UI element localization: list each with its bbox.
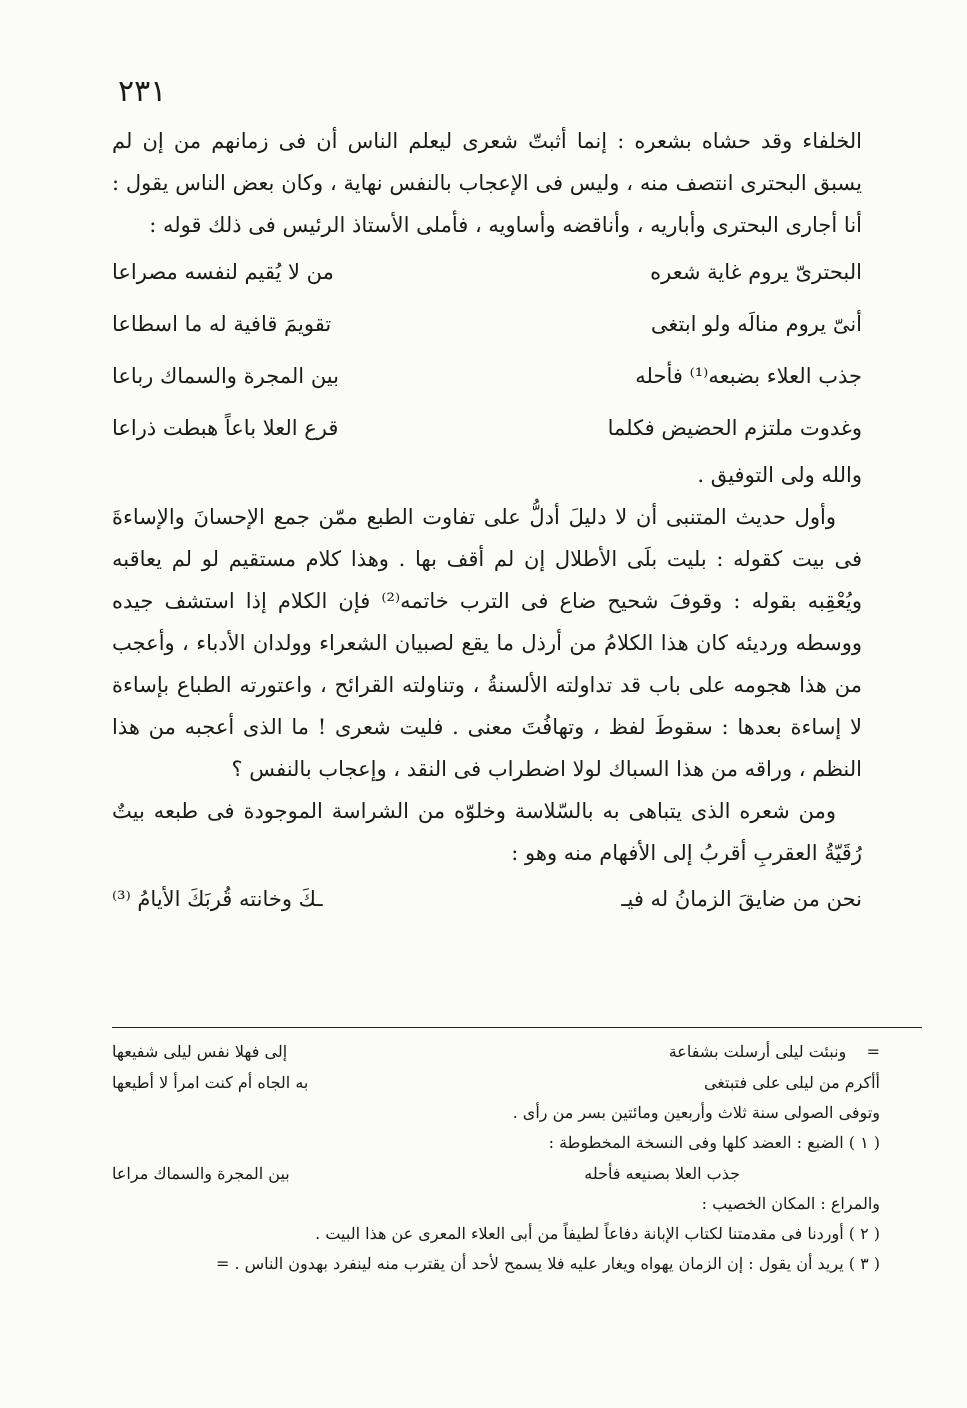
footnote-verse-second: به الجاه أم كنت امرأ لا أطيعها bbox=[112, 1072, 309, 1092]
footnote-3: ( ٣ ) يريد أن يقول : إن الزمان يهواه ويغار عليه فلا يسمح لأحد أن يقترب منه لينفرد بهدون الناس . = bbox=[215, 1254, 880, 1273]
poem bbox=[112, 246, 862, 454]
verse-line bbox=[112, 874, 862, 924]
footnote-divider bbox=[112, 1027, 922, 1028]
footnote-2: ( ٢ ) أوردنا فى مقدمتنا لكتاب الإبانة دفاعاً لطيفاً من أبى العلاء المعرى عن هذا البيت . bbox=[315, 1224, 880, 1243]
footnotes bbox=[112, 1036, 880, 1279]
verse-hemistich-second: بين المجرة والسماك رباعا bbox=[112, 364, 339, 388]
closing-line: والله ولى التوفيق . bbox=[697, 463, 862, 487]
verse-hemistich-second: ـكَ وخانته قُربَكَ الأيامُ ⁽³⁾ bbox=[112, 887, 323, 911]
paragraph: وأول حديث المتنبى أن لا دليلَ أدلُّ على تفاوت الطبع ممّن جمع الإحسانَ والإساءةَ فى بيت كقوله : بليت بلَى الأطلال إن لم أقف بها . وهذا كلام مستقيم لو لم يعاقبه ويُعْقِبه بقوله : وقوفَ شحيح ضاع فى الترب خاتمه⁽²⁾ فإن الكلام إذا استشف جيده ووسطه ورديئه كان هذا الكلامُ من أرذل ما يقع لصبيان الشعراء وولدان الأدباء ، وأعجب من هذا هجومه على باب قد تداولته الألسنةُ ، وتناولته القرائح ، واعتورته الطباع بإساءة لا إساءة بعدها : سقوطَ لفظ ، وتهافُتَ معنى . فليت شعرى ! ما الذى أعجبه من هذا النظم ، وراقه من هذا السباك لولا اضطراب فى النقد ، وإعجاب بالنفس ؟ bbox=[112, 505, 863, 781]
footnote-verse-first: جذب العلا بصنيعه فأحله bbox=[584, 1163, 740, 1183]
paragraph: الخلفاء وقد حشاه بشعره : إنما أثبتّ شعرى ليعلم الناس أن فى زمانهم من إن لم يسبق البحترى انتصف منه ، وليس فى الإعجاب بالنفس نهاية ، وكان بعض الناس يقول : أنا أجارى البحترى وأباريه ، وأناقضه وأساويه ، فأملى الأستاذ الرئيس فى ذلك قوله : bbox=[112, 129, 862, 237]
paragraph: ومن شعره الذى يتباهى به بالسّلاسة وخلوّه من الشراسة الموجودة فى طبعه بيتٌ رُقَيّةُ العقربِ أقربُ إلى الأفهام منه وهو : bbox=[112, 799, 862, 865]
verse-line bbox=[112, 402, 862, 454]
footnote-verse-second: إلى فهلا نفس ليلى شفيعها bbox=[112, 1041, 288, 1061]
verse-hemistich-first: نحن من ضايقَ الزمانُ له فيـ bbox=[621, 887, 862, 911]
footnote-verse bbox=[112, 1067, 880, 1098]
footnote-text: وتوفى الصولى سنة ثلاث وأربعين ومائتين بسر من رأى . bbox=[512, 1103, 880, 1122]
footnote-verse-first: أأكرم من ليلى على فتبتغى bbox=[703, 1072, 880, 1092]
footnote-verse bbox=[112, 1158, 880, 1189]
main-text bbox=[112, 120, 862, 924]
verse-hemistich-first: البحترىّ يروم غاية شعره bbox=[650, 260, 862, 284]
verse-hemistich-first: جذب العلاء بضبعه⁽¹⁾ فأحله bbox=[635, 364, 862, 388]
footnote-text: والمراع : المكان الخصيب : bbox=[701, 1194, 880, 1213]
verse-hemistich-first: وغدوت ملتزم الحضيض فكلما bbox=[607, 416, 862, 440]
footnote-verse-second: بين المجرة والسماك مراعا bbox=[112, 1163, 290, 1183]
continuation-marker: = bbox=[866, 1041, 880, 1061]
page-number: ٢٣١ bbox=[118, 74, 167, 109]
verse-hemistich-second: قرع العلا باعاً هبطت ذراعا bbox=[112, 416, 339, 440]
verse-hemistich-first: أنىّ يروم منالَه ولو ابتغى bbox=[650, 312, 862, 336]
footnote-verse-first-text: ونبئت ليلى أرسلت بشفاعة bbox=[668, 1041, 847, 1061]
footnote-verse bbox=[112, 1036, 880, 1067]
footnote-1: ( ١ ) الضبع : العضد كلها وفى النسخة المخطوطة : bbox=[548, 1133, 880, 1152]
verse-hemistich-second: تقويمَ قافية له ما اسطاعا bbox=[112, 312, 332, 336]
verse-line bbox=[112, 350, 862, 402]
footnote-verse-first bbox=[520, 1037, 880, 1067]
verse-line bbox=[112, 246, 862, 298]
verse-hemistich-second: من لا يُقيم لنفسه مصراعا bbox=[112, 260, 334, 284]
verse-line bbox=[112, 298, 862, 350]
